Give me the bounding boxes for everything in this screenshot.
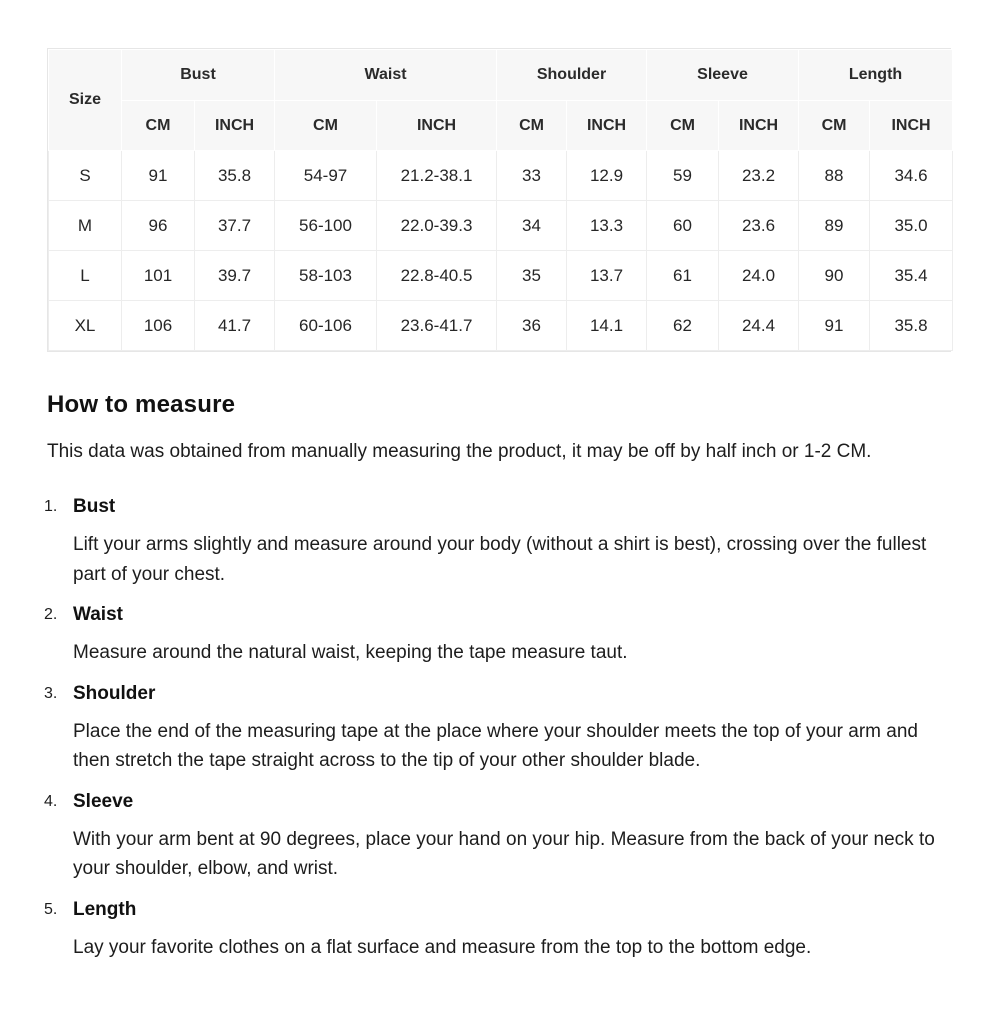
table-cell: 60-106 [275, 301, 377, 351]
table-cell: 35.8 [195, 151, 275, 201]
table-cell: 61 [647, 251, 719, 301]
table-cell: 13.3 [567, 201, 647, 251]
table-cell: 23.6 [719, 201, 799, 251]
table-row-s [49, 151, 953, 201]
col-header-length: Length [799, 50, 953, 101]
step-term: Waist [73, 604, 123, 625]
col-header-shoulder: Shoulder [497, 50, 647, 101]
table-cell: 23.6-41.7 [377, 301, 497, 351]
unit-header-length-cm: CM [799, 101, 870, 151]
unit-header-length-inch: INCH [870, 101, 953, 151]
table-row-xl [49, 301, 953, 351]
table-cell: 35.0 [870, 201, 953, 251]
size-label: M [49, 201, 122, 251]
table-cell: 106 [122, 301, 195, 351]
step-description: Measure around the natural waist, keeping the tape measure taut. [73, 642, 628, 663]
step-number: 4. [44, 792, 58, 810]
table-row-l [49, 251, 953, 301]
table-cell: 36 [497, 301, 567, 351]
table-cell: 96 [122, 201, 195, 251]
size-chart-table [48, 49, 953, 351]
step-number: 5. [44, 900, 58, 918]
step-number: 1. [44, 498, 58, 515]
size-label: S [49, 151, 122, 201]
size-chart-table-wrapper [47, 48, 951, 352]
measure-steps-list [44, 494, 951, 962]
step-number: 2. [44, 606, 58, 623]
unit-header-shoulder-cm: CM [497, 101, 567, 151]
step-term: Length [73, 898, 137, 920]
table-cell: 37.7 [195, 201, 275, 251]
col-header-waist: Waist [275, 50, 497, 101]
table-cell: 33 [497, 151, 567, 201]
unit-header-waist-cm: CM [275, 101, 377, 151]
table-cell: 58-103 [275, 251, 377, 301]
size-label: XL [49, 301, 122, 351]
table-cell: 22.8-40.5 [377, 251, 497, 301]
table-cell: 88 [799, 151, 870, 201]
table-cell: 91 [799, 301, 870, 351]
unit-header-bust-inch: INCH [195, 101, 275, 151]
step-description: Lift your arms slightly and measure around your body (without a shirt is best), crossing over the fullest part of your chest. [73, 534, 927, 585]
col-header-bust: Bust [122, 50, 275, 101]
table-cell: 56-100 [275, 201, 377, 251]
table-cell: 41.7 [195, 301, 275, 351]
list-item-length [44, 897, 951, 963]
step-term: Sleeve [73, 790, 134, 812]
list-item-sleeve [44, 789, 951, 884]
step-description: Place the end of the measuring tape at the place where your shoulder meets the top of your arm and then stretch the tape straight across to the tip of your other shoulder blade. [73, 720, 918, 771]
how-to-measure-heading: How to measure [47, 391, 236, 418]
table-cell: 54-97 [275, 151, 377, 201]
table-cell: 34 [497, 201, 567, 251]
table-cell: 62 [647, 301, 719, 351]
step-term: Bust [73, 496, 116, 517]
table-cell: 14.1 [567, 301, 647, 351]
unit-header-sleeve-inch: INCH [719, 101, 799, 151]
table-cell: 34.6 [870, 151, 953, 201]
table-cell: 39.7 [195, 251, 275, 301]
table-cell: 21.2-38.1 [377, 151, 497, 201]
list-item-shoulder [44, 681, 951, 776]
list-item-bust [44, 494, 951, 589]
table-cell: 12.9 [567, 151, 647, 201]
unit-header-sleeve-cm: CM [647, 101, 719, 151]
table-cell: 60 [647, 201, 719, 251]
how-to-measure-intro: This data was obtained from manually measuring the product, it may be off by half inch or 1-2 CM. [47, 441, 872, 462]
table-cell: 35.8 [870, 301, 953, 351]
table-row-m [49, 201, 953, 251]
table-cell: 22.0-39.3 [377, 201, 497, 251]
list-item-waist [44, 602, 951, 668]
table-cell: 24.0 [719, 251, 799, 301]
step-term: Shoulder [73, 682, 156, 704]
table-cell: 24.4 [719, 301, 799, 351]
step-description: With your arm bent at 90 degrees, place your hand on your hip. Measure from the back of your neck to your shoulder, elbow, and wrist. [73, 828, 935, 879]
col-header-sleeve: Sleeve [647, 50, 799, 101]
table-cell: 101 [122, 251, 195, 301]
unit-header-shoulder-inch: INCH [567, 101, 647, 151]
step-description: Lay your favorite clothes on a flat surface and measure from the top to the bottom edge. [73, 936, 812, 958]
table-cell: 13.7 [567, 251, 647, 301]
table-cell: 35 [497, 251, 567, 301]
unit-header-waist-inch: INCH [377, 101, 497, 151]
table-cell: 35.4 [870, 251, 953, 301]
size-label: L [49, 251, 122, 301]
step-number: 3. [44, 684, 58, 702]
table-cell: 91 [122, 151, 195, 201]
table-cell: 89 [799, 201, 870, 251]
table-cell: 23.2 [719, 151, 799, 201]
col-header-size: Size [49, 50, 122, 151]
table-cell: 90 [799, 251, 870, 301]
table-cell: 59 [647, 151, 719, 201]
unit-header-bust-cm: CM [122, 101, 195, 151]
